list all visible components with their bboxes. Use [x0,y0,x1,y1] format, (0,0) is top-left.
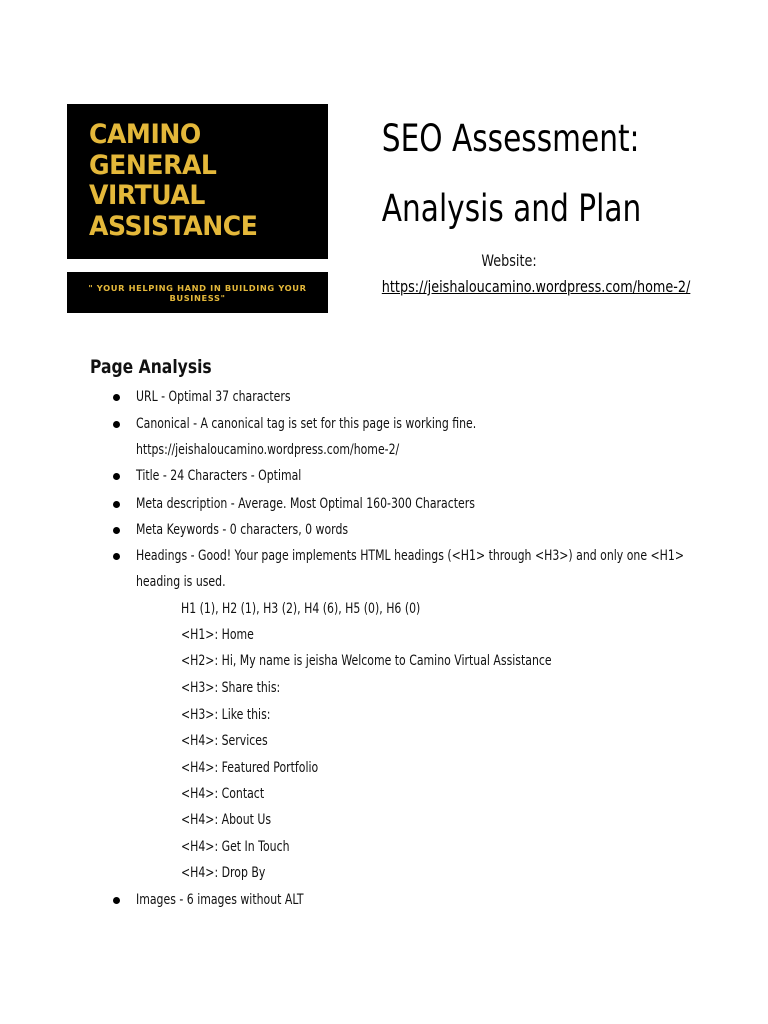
logo-line: ASSISTANCE [89,210,258,242]
section-heading-page-analysis: Page Analysis [90,356,212,378]
heading-counts: H1 (1), H2 (1), H3 (2), H4 (6), H5 (0), H6 (0) [181,601,421,617]
bullet-icon [113,897,120,904]
heading-entry: <H4>: Drop By [181,865,266,881]
list-item-images: Images - 6 images without ALT [136,892,304,908]
bullet-icon [113,421,120,428]
heading-entry: <H4>: Get In Touch [181,839,290,855]
heading-entry: <H1>: Home [181,627,254,643]
list-item-meta-description: Meta description - Average. Most Optimal 160-300 Characters [136,496,475,512]
bullet-icon [113,553,120,560]
logo-panel [67,104,328,259]
heading-entry: <H4>: Services [181,733,268,749]
document-title-line-2: Analysis and Plan [381,187,642,230]
heading-entry: <H3>: Like this: [181,707,271,723]
logo-line: GENERAL [89,149,217,181]
heading-entry: <H4>: Featured Portfolio [181,760,319,776]
bullet-icon [113,527,120,534]
heading-entry: <H4>: About Us [181,812,272,828]
logo-line: CAMINO [89,119,201,150]
tagline-panel [67,272,328,313]
list-item-url: URL - Optimal 37 characters [136,389,291,405]
website-label: Website: [481,251,537,270]
document-title-line-1: SEO Assessment: [381,117,640,160]
heading-entry: <H3>: Share this: [181,680,281,696]
canonical-url-text: https://jeishaloucamino.wordpress.com/home-2/ [136,442,400,458]
website-link[interactable]: https://jeishaloucamino.wordpress.com/home-2/ [381,277,691,296]
logo-line: VIRTUAL [89,180,205,211]
list-item-headings: Headings - Good! Your page implements HTML headings (<H1> through <H3>) and only one <H1> [136,548,684,564]
heading-entry: <H2>: Hi, My name is jeisha Welcome to Camino Virtual Assistance [181,653,552,669]
bullet-icon [113,394,120,401]
tagline-text: " YOUR HELPING HAND IN BUILDING YOUR BUSINESS" [88,282,307,303]
list-item-title: Title - 24 Characters - Optimal [136,468,302,484]
logo-text [89,120,257,242]
list-item-meta-keywords: Meta Keywords - 0 characters, 0 words [136,522,349,538]
list-item-canonical: Canonical - A canonical tag is set for this page is working fine. [136,416,477,432]
bullet-icon [113,501,120,508]
document-title-block [350,104,691,300]
bullet-icon [113,473,120,480]
heading-entry: <H4>: Contact [181,786,265,802]
list-item-headings-continued: heading is used. [136,574,226,590]
